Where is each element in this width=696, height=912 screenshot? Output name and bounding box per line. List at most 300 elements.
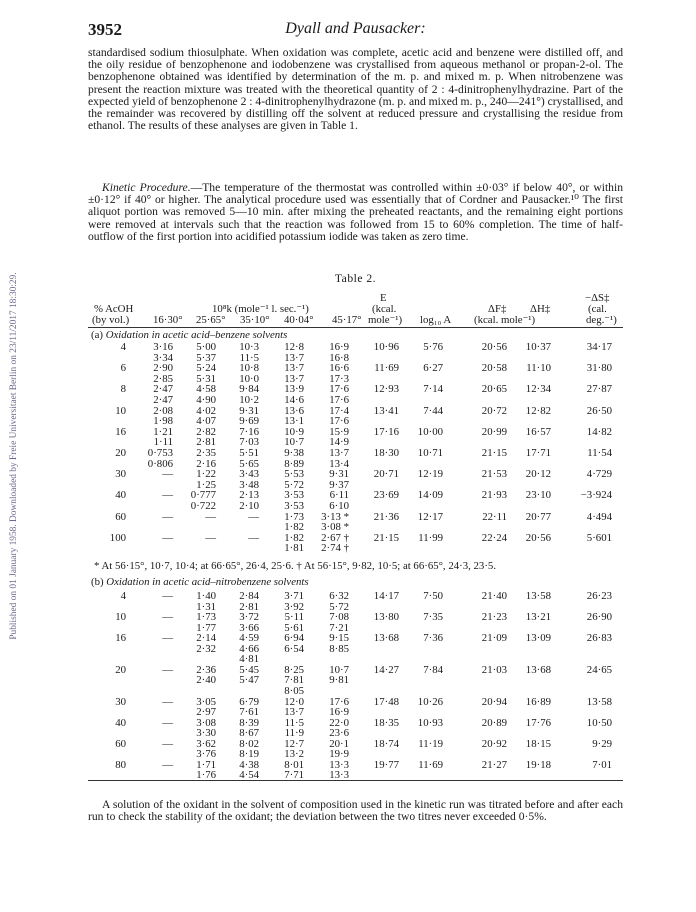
cell-t1: 2·08 (153, 404, 173, 417)
cell-t5: 9·15 (329, 632, 349, 645)
cell-loga: 10·00 (417, 425, 443, 438)
cell-t3: 5·47 (239, 674, 259, 687)
cell-df: 21·23 (481, 611, 507, 624)
cell-t5: 10·7 (329, 663, 349, 676)
cell-t4: 13·6 (284, 404, 304, 417)
cell-ds: 4·729 (586, 468, 612, 481)
cell-ds: 26·50 (586, 404, 612, 417)
paragraph-analysis: standardised sodium thiosulphate. When oxidation was complete, acetic acid and benzene were distilled off, and the oily residue of benzophenone and iodobenzene was crystallised from aqueous methanol or propan-2-ol. The benzophenone obtained was identified by determination of the m. p. and mixed m. p. When nitrobenzene was present the reaction mixture was treated with the theoretical quantity of 2 : 4-dinitrophenylhydrazine. Part of the expected yield of benzophenone 2 : 4-dinitrophenylhydrazone (m. p. and mixed m. p., 240—241°) crystallised, and the remainder was recovered by distilling off the solvent at reduced pressure and crystallising the residue from ethanol. The results of these analyses are given in Table 1. (88, 46, 623, 133)
provenance-text: Published on 01 January 1958. Downloaded by Freie Universitaet Berlin on 23/11/2017 18:30:29. (9, 272, 19, 640)
cell-t4: 8·89 (284, 457, 304, 470)
cell-t3: 4·54 (239, 769, 259, 782)
cell-t3: 8·67 (239, 727, 259, 740)
cell-t1: — (162, 632, 173, 645)
cell-t5: 17·4 (329, 404, 349, 417)
cell-dh: 17·76 (525, 716, 551, 729)
cell-t5: 16·6 (329, 362, 349, 375)
paragraph-kinetic-procedure (88, 182, 623, 243)
cell-e: 23·69 (373, 489, 399, 502)
cell-t3: 11·5 (239, 351, 259, 364)
cell-t5: 6·11 (329, 489, 349, 502)
header-temp-4: 40·04° (284, 314, 314, 326)
cell-t4: 11·5 (284, 716, 304, 729)
cell-t1: — (162, 663, 173, 676)
cell-ds: 5·601 (586, 531, 612, 544)
cell-t4: 5·72 (284, 478, 304, 491)
header-delta-f: ΔF‡ (488, 303, 507, 315)
cell-t1: 2·47 (153, 394, 173, 406)
cell-loga: 12·19 (417, 468, 443, 481)
cell-acoh: 8 (120, 383, 126, 396)
cell-df: 20·65 (481, 383, 507, 396)
cell-t2: 4·58 (196, 383, 216, 396)
cell-loga: 7·50 (423, 590, 443, 602)
cell-t5: 13·3 (329, 758, 349, 771)
cell-t2: 5·31 (196, 372, 216, 385)
cell-t2: 2·35 (196, 447, 216, 459)
cell-t1: 1·98 (153, 415, 173, 428)
cell-t2: — (205, 531, 216, 544)
cell-t2: 1·77 (196, 621, 216, 634)
cell-e: 13·41 (373, 404, 399, 417)
cell-loga: 14·09 (417, 489, 443, 502)
cell-ds: 13·58 (586, 695, 612, 708)
cell-ds: 31·80 (586, 362, 612, 375)
section-a-letter: (a) (91, 329, 103, 341)
cell-e: 17·16 (373, 425, 399, 438)
cell-t5: 6·32 (329, 590, 349, 602)
cell-df: 21·09 (481, 632, 507, 645)
cell-t2: 3·05 (196, 695, 216, 708)
cell-e: 17·48 (373, 695, 399, 708)
cell-t4: 8·01 (284, 758, 304, 771)
cell-t2: 5·37 (196, 351, 216, 364)
cell-t5: 3·08 * (321, 521, 349, 534)
cell-t2: 1·73 (196, 611, 216, 624)
cell-t5: 17·6 (329, 415, 349, 428)
cell-t5: 16·9 (329, 341, 349, 353)
table-row (0, 675, 696, 686)
header-delta-s: −ΔS‡ (585, 292, 610, 304)
cell-t4: 13·7 (284, 706, 304, 719)
section-b-letter: (b) (91, 576, 104, 588)
cell-ds: 11·54 (587, 447, 612, 459)
cell-ds: 26·83 (586, 632, 612, 645)
cell-acoh: 16 (115, 425, 126, 438)
cell-dh: 16·57 (525, 425, 551, 438)
header-energy-units-2: mole⁻¹) (368, 314, 403, 326)
cell-t2: 1·25 (196, 478, 216, 491)
cell-t5: 6·10 (329, 500, 349, 512)
cell-t4: 3·71 (284, 590, 304, 602)
cell-dh: 10·37 (525, 341, 551, 353)
cell-t4: 13·1 (284, 415, 304, 428)
cell-acoh: 4 (120, 341, 126, 353)
cell-t3: 2·13 (239, 489, 259, 502)
bottom-rule (88, 780, 623, 781)
cell-t1: — (162, 531, 173, 544)
cell-t5: 17·6 (329, 394, 349, 406)
cell-e: 19·77 (373, 758, 399, 771)
cell-t3: 7·16 (239, 425, 259, 438)
cell-e: 18·35 (373, 716, 399, 729)
cell-dh: 17·71 (525, 447, 551, 459)
cell-acoh: 100 (109, 531, 126, 544)
cell-t3: 10·3 (239, 341, 259, 353)
cell-t4: 6·54 (284, 642, 304, 655)
cell-t4: 1·81 (284, 542, 304, 555)
cell-t1: 0·753 (147, 447, 173, 459)
page-header (88, 20, 623, 40)
cell-t3: 2·10 (239, 500, 259, 512)
cell-dh: 20·12 (525, 468, 551, 481)
cell-t1: — (162, 489, 173, 502)
cell-ds: 24·65 (586, 663, 612, 676)
cell-ds: 10·50 (586, 716, 612, 729)
cell-t2: 2·97 (196, 706, 216, 719)
cell-df: 21·93 (481, 489, 507, 502)
cell-e: 11·69 (374, 362, 399, 375)
cell-t5: 16·8 (329, 351, 349, 364)
cell-ds: 4·494 (586, 510, 612, 523)
cell-dh: 23·10 (525, 489, 551, 502)
cell-df: 21·03 (481, 663, 507, 676)
cell-acoh: 10 (115, 611, 126, 624)
cell-t2: 5·24 (196, 362, 216, 375)
running-head: Dyall and Pausacker: (285, 20, 426, 37)
cell-t3: 4·38 (239, 758, 259, 771)
cell-e: 10·96 (373, 341, 399, 353)
cell-t3: 2·81 (239, 600, 259, 613)
cell-t2: 3·76 (196, 748, 216, 761)
cell-df: 21·15 (481, 447, 507, 459)
cell-t1: 1·21 (153, 425, 173, 438)
cell-e: 21·15 (373, 531, 399, 544)
cell-t4: 5·53 (284, 468, 304, 481)
header-rate-constant: 10⁸k (mole⁻¹ l. sec.⁻¹) (212, 303, 309, 315)
header-log-a: log₁₀ A (420, 314, 452, 326)
cell-e: 12·93 (373, 383, 399, 396)
cell-dh: 16·89 (525, 695, 551, 708)
cell-e: 18·30 (373, 447, 399, 459)
cell-acoh: 20 (115, 663, 126, 676)
cell-acoh: 40 (115, 489, 126, 502)
cell-t2: 1·22 (196, 468, 216, 481)
cell-t2: 3·62 (196, 737, 216, 750)
cell-t5: 13·7 (329, 447, 349, 459)
cell-t2: 2·82 (196, 425, 216, 438)
cell-t3: 4·66 (239, 642, 259, 655)
cell-t4: 5·11 (284, 611, 304, 624)
header-rule (88, 327, 623, 328)
cell-df: 20·58 (481, 362, 507, 375)
cell-t3: 3·48 (239, 478, 259, 491)
cell-t5: 17·3 (329, 372, 349, 385)
cell-acoh: 4 (120, 590, 126, 602)
cell-t4: 3·53 (284, 489, 304, 502)
cell-loga: 7·44 (423, 404, 443, 417)
cell-t4: 14·6 (284, 394, 304, 406)
cell-t1: — (162, 510, 173, 523)
cell-t4: 7·81 (284, 674, 304, 687)
header-fh-units: (kcal. mole⁻¹) (474, 314, 536, 326)
cell-acoh: 60 (115, 510, 126, 523)
cell-t2: 2·14 (196, 632, 216, 645)
cell-t3: 3·72 (239, 611, 259, 624)
cell-t1: 2·85 (153, 372, 173, 385)
cell-t2: 0·777 (190, 489, 216, 502)
cell-df: 20·56 (481, 341, 507, 353)
cell-dh: 12·34 (525, 383, 551, 396)
cell-t2: 1·40 (196, 590, 216, 602)
cell-t4: 8·05 (284, 684, 304, 697)
table-caption: Table 2. (334, 272, 377, 285)
cell-loga: 7·36 (423, 632, 443, 645)
section-b-label (91, 577, 309, 588)
cell-t4: 12·0 (284, 695, 304, 708)
cell-e: 13·80 (373, 611, 399, 624)
cell-t1: — (162, 758, 173, 771)
cell-t1: 2·47 (153, 383, 173, 396)
cell-t4: 6·94 (284, 632, 304, 645)
cell-dh: 13·21 (525, 611, 551, 624)
cell-dh: 12·82 (525, 404, 551, 417)
cell-t1: 3·34 (153, 351, 173, 364)
cell-t4: 13·2 (284, 748, 304, 761)
cell-t5: 2·67 † (321, 531, 349, 544)
cell-df: 20·94 (481, 695, 507, 708)
table-footnote: * At 56·15°, 10·7, 10·4; at 66·65°, 26·4, 25·6. † At 56·15°, 9·82, 10·5; at 66·65°, 24·3, 23·5. (94, 560, 497, 572)
cell-t3: 6·79 (239, 695, 259, 708)
cell-loga: 10·71 (417, 447, 443, 459)
cell-e: 20·71 (373, 468, 399, 481)
cell-t4: 10·9 (284, 425, 304, 438)
cell-t4: 13·7 (284, 372, 304, 385)
cell-acoh: 30 (115, 695, 126, 708)
cell-t3: 3·43 (239, 468, 259, 481)
cell-t5: 5·72 (329, 600, 349, 613)
cell-t1: 1·11 (153, 436, 173, 449)
cell-t3: 8·02 (239, 737, 259, 750)
cell-t1: — (162, 468, 173, 481)
header-delta-h: ΔH‡ (530, 303, 551, 315)
cell-t1: 3·16 (153, 341, 173, 353)
cell-t3: 10·0 (239, 372, 259, 385)
cell-ds: 7·01 (592, 758, 612, 771)
cell-t2: 2·36 (196, 663, 216, 676)
cell-loga: 5·76 (423, 341, 443, 353)
cell-loga: 10·93 (417, 716, 443, 729)
cell-t4: 8·25 (284, 663, 304, 676)
cell-acoh: 80 (115, 758, 126, 771)
cell-t4: 13·7 (284, 362, 304, 375)
cell-t3: 10·2 (239, 394, 259, 406)
paragraph-oxidant-stability: A solution of the oxidant in the solvent of composition used in the kinetic run was titrated before and after each run to check the stability of the oxidant; the deviation between the two titres never exceeded 0·5%. (88, 798, 623, 824)
cell-t4: 1·82 (284, 521, 304, 534)
cell-t3: 8·19 (239, 748, 259, 761)
cell-t2: 3·08 (196, 716, 216, 729)
cell-t4: 10·7 (284, 436, 304, 449)
cell-dh: 13·68 (525, 663, 551, 676)
cell-df: 21·40 (481, 590, 507, 602)
cell-ds: 27·87 (586, 383, 612, 396)
cell-t3: 2·84 (239, 590, 259, 602)
cell-acoh: 20 (115, 447, 126, 459)
header-temp-2: 25·65° (196, 314, 226, 326)
cell-t5: 23·6 (329, 727, 349, 740)
cell-t4: 7·71 (284, 769, 304, 782)
section-a-title: Oxidation in acetic acid–benzene solvents (105, 329, 288, 341)
cell-acoh: 10 (115, 404, 126, 417)
cell-t3: 4·59 (239, 632, 259, 645)
cell-t5: 15·9 (329, 425, 349, 438)
section-a-label (91, 330, 287, 341)
cell-df: 22·24 (481, 531, 507, 544)
cell-acoh: 60 (115, 737, 126, 750)
cell-t1: — (162, 716, 173, 729)
cell-t3: 5·65 (239, 457, 259, 470)
cell-t3: 10·8 (239, 362, 259, 375)
cell-t4: 11·9 (284, 727, 304, 740)
page-number: 3952 (88, 20, 122, 39)
cell-t4: 5·61 (284, 621, 304, 634)
cell-dh: 19·18 (525, 758, 551, 771)
cell-t5: 7·21 (329, 621, 349, 634)
cell-t3: 3·66 (239, 621, 259, 634)
header-temp-5: 45·17° (332, 314, 362, 326)
cell-t2: 2·81 (196, 436, 216, 449)
cell-t2: 4·90 (196, 394, 216, 406)
cell-loga: 11·69 (418, 758, 443, 771)
cell-df: 20·89 (481, 716, 507, 729)
cell-t3: 9·31 (239, 404, 259, 417)
cell-t5: 8·85 (329, 642, 349, 655)
cell-e: 13·68 (373, 632, 399, 645)
cell-t2: — (205, 510, 216, 523)
cell-t4: 9·38 (284, 447, 304, 459)
cell-loga: 11·19 (418, 737, 443, 750)
cell-dh: 13·58 (525, 590, 551, 602)
cell-t1: 2·90 (153, 362, 173, 375)
cell-df: 20·99 (481, 425, 507, 438)
cell-t4: 1·82 (284, 531, 304, 544)
cell-acoh: 30 (115, 468, 126, 481)
cell-df: 22·11 (482, 510, 507, 523)
cell-ds: 14·82 (586, 425, 612, 438)
cell-t3: 5·51 (239, 447, 259, 459)
cell-t2: 2·32 (196, 642, 216, 655)
cell-ds: 34·17 (586, 341, 612, 353)
cell-t4: 13·9 (284, 383, 304, 396)
cell-t5: 13·3 (329, 769, 349, 782)
cell-t2: 2·40 (196, 674, 216, 687)
cell-loga: 7·14 (423, 383, 443, 396)
header-acoh: % AcOH (94, 303, 134, 315)
cell-t3: 4·81 (239, 653, 259, 666)
cell-t3: 7·03 (239, 436, 259, 449)
cell-t1: — (162, 695, 173, 708)
cell-t5: 17·6 (329, 383, 349, 396)
cell-t1: 0·806 (147, 457, 173, 470)
cell-t5: 19·9 (329, 748, 349, 761)
cell-e: 14·27 (373, 663, 399, 676)
cell-t3: 9·69 (239, 415, 259, 428)
cell-e: 18·74 (373, 737, 399, 750)
cell-t5: 14·9 (329, 436, 349, 449)
cell-t2: 0·722 (190, 500, 216, 512)
cell-t2: 2·16 (196, 457, 216, 470)
cell-t1: — (162, 737, 173, 750)
cell-ds: 26·23 (586, 590, 612, 602)
cell-dh: 18·15 (525, 737, 551, 750)
table-row (0, 543, 696, 554)
cell-t3: 7·61 (239, 706, 259, 719)
cell-df: 20·92 (481, 737, 507, 750)
cell-t5: 16·9 (329, 706, 349, 719)
cell-acoh: 40 (115, 716, 126, 729)
cell-t5: 7·08 (329, 611, 349, 624)
cell-t3: — (248, 531, 259, 544)
cell-t3: 5·45 (239, 663, 259, 676)
cell-t5: 9·37 (329, 478, 349, 491)
cell-loga: 7·84 (423, 663, 443, 676)
cell-t2: 1·31 (196, 600, 216, 613)
cell-t5: 22·0 (329, 716, 349, 729)
cell-acoh: 6 (120, 362, 126, 375)
cell-t4: 1·73 (284, 510, 304, 523)
cell-t2: 1·71 (196, 758, 216, 771)
cell-dh: 20·77 (525, 510, 551, 523)
cell-t5: 9·31 (329, 468, 349, 481)
cell-t4: 3·92 (284, 600, 304, 613)
kinetic-procedure-text: —The temperature of the thermostat was controlled within ±0·03° if below 40°, or within ±0·12° if 40° or higher. The analytical procedure used was essentially that of Cordner and Pausacker.¹⁰ The first aliquot portion was removed 5—10 min. after mixing the preheated reactants, and the remaining eight portions were removed at intervals such that the reaction was followed from 15 to 60% completion. The time of half-outflow of the first portion into acidified potassium iodide was taken as zero time. (88, 181, 623, 243)
cell-t4: 12·7 (284, 737, 304, 750)
cell-e: 14·17 (373, 590, 399, 602)
cell-t2: 3·30 (196, 727, 216, 740)
table-row (0, 644, 696, 655)
header-delta-s-units-1: (cal. (588, 303, 607, 315)
cell-loga: 10·26 (417, 695, 443, 708)
cell-t4: 13·7 (284, 351, 304, 364)
cell-loga: 6·27 (423, 362, 443, 375)
kinetic-procedure-label: Kinetic Procedure. (102, 181, 191, 194)
cell-t2: 4·02 (196, 404, 216, 417)
cell-loga: 12·17 (417, 510, 443, 523)
cell-ds: −3·924 (580, 489, 612, 502)
cell-df: 20·72 (481, 404, 507, 417)
cell-t2: 1·76 (196, 769, 216, 782)
cell-t5: 9·81 (329, 674, 349, 687)
cell-t1: — (162, 611, 173, 624)
header-delta-s-units-2: deg.⁻¹) (586, 314, 617, 326)
cell-acoh: 16 (115, 632, 126, 645)
header-temp-1: 16·30° (153, 314, 183, 326)
section-b-title: Oxidation in acetic acid–nitrobenzene solvents (106, 576, 309, 588)
header-temp-3: 35·10° (240, 314, 270, 326)
header-acoh-units: (by vol.) (92, 314, 130, 326)
cell-df: 21·53 (481, 468, 507, 481)
cell-t3: — (248, 510, 259, 523)
cell-t5: 20·1 (329, 737, 349, 750)
cell-t5: 17·6 (329, 695, 349, 708)
cell-ds: 9·29 (592, 737, 612, 750)
cell-t5: 13·4 (329, 457, 349, 470)
cell-dh: 13·09 (525, 632, 551, 645)
cell-e: 21·36 (373, 510, 399, 523)
cell-ds: 26·90 (586, 611, 612, 624)
cell-t4: 3·53 (284, 500, 304, 512)
cell-t2: 5·00 (196, 341, 216, 353)
